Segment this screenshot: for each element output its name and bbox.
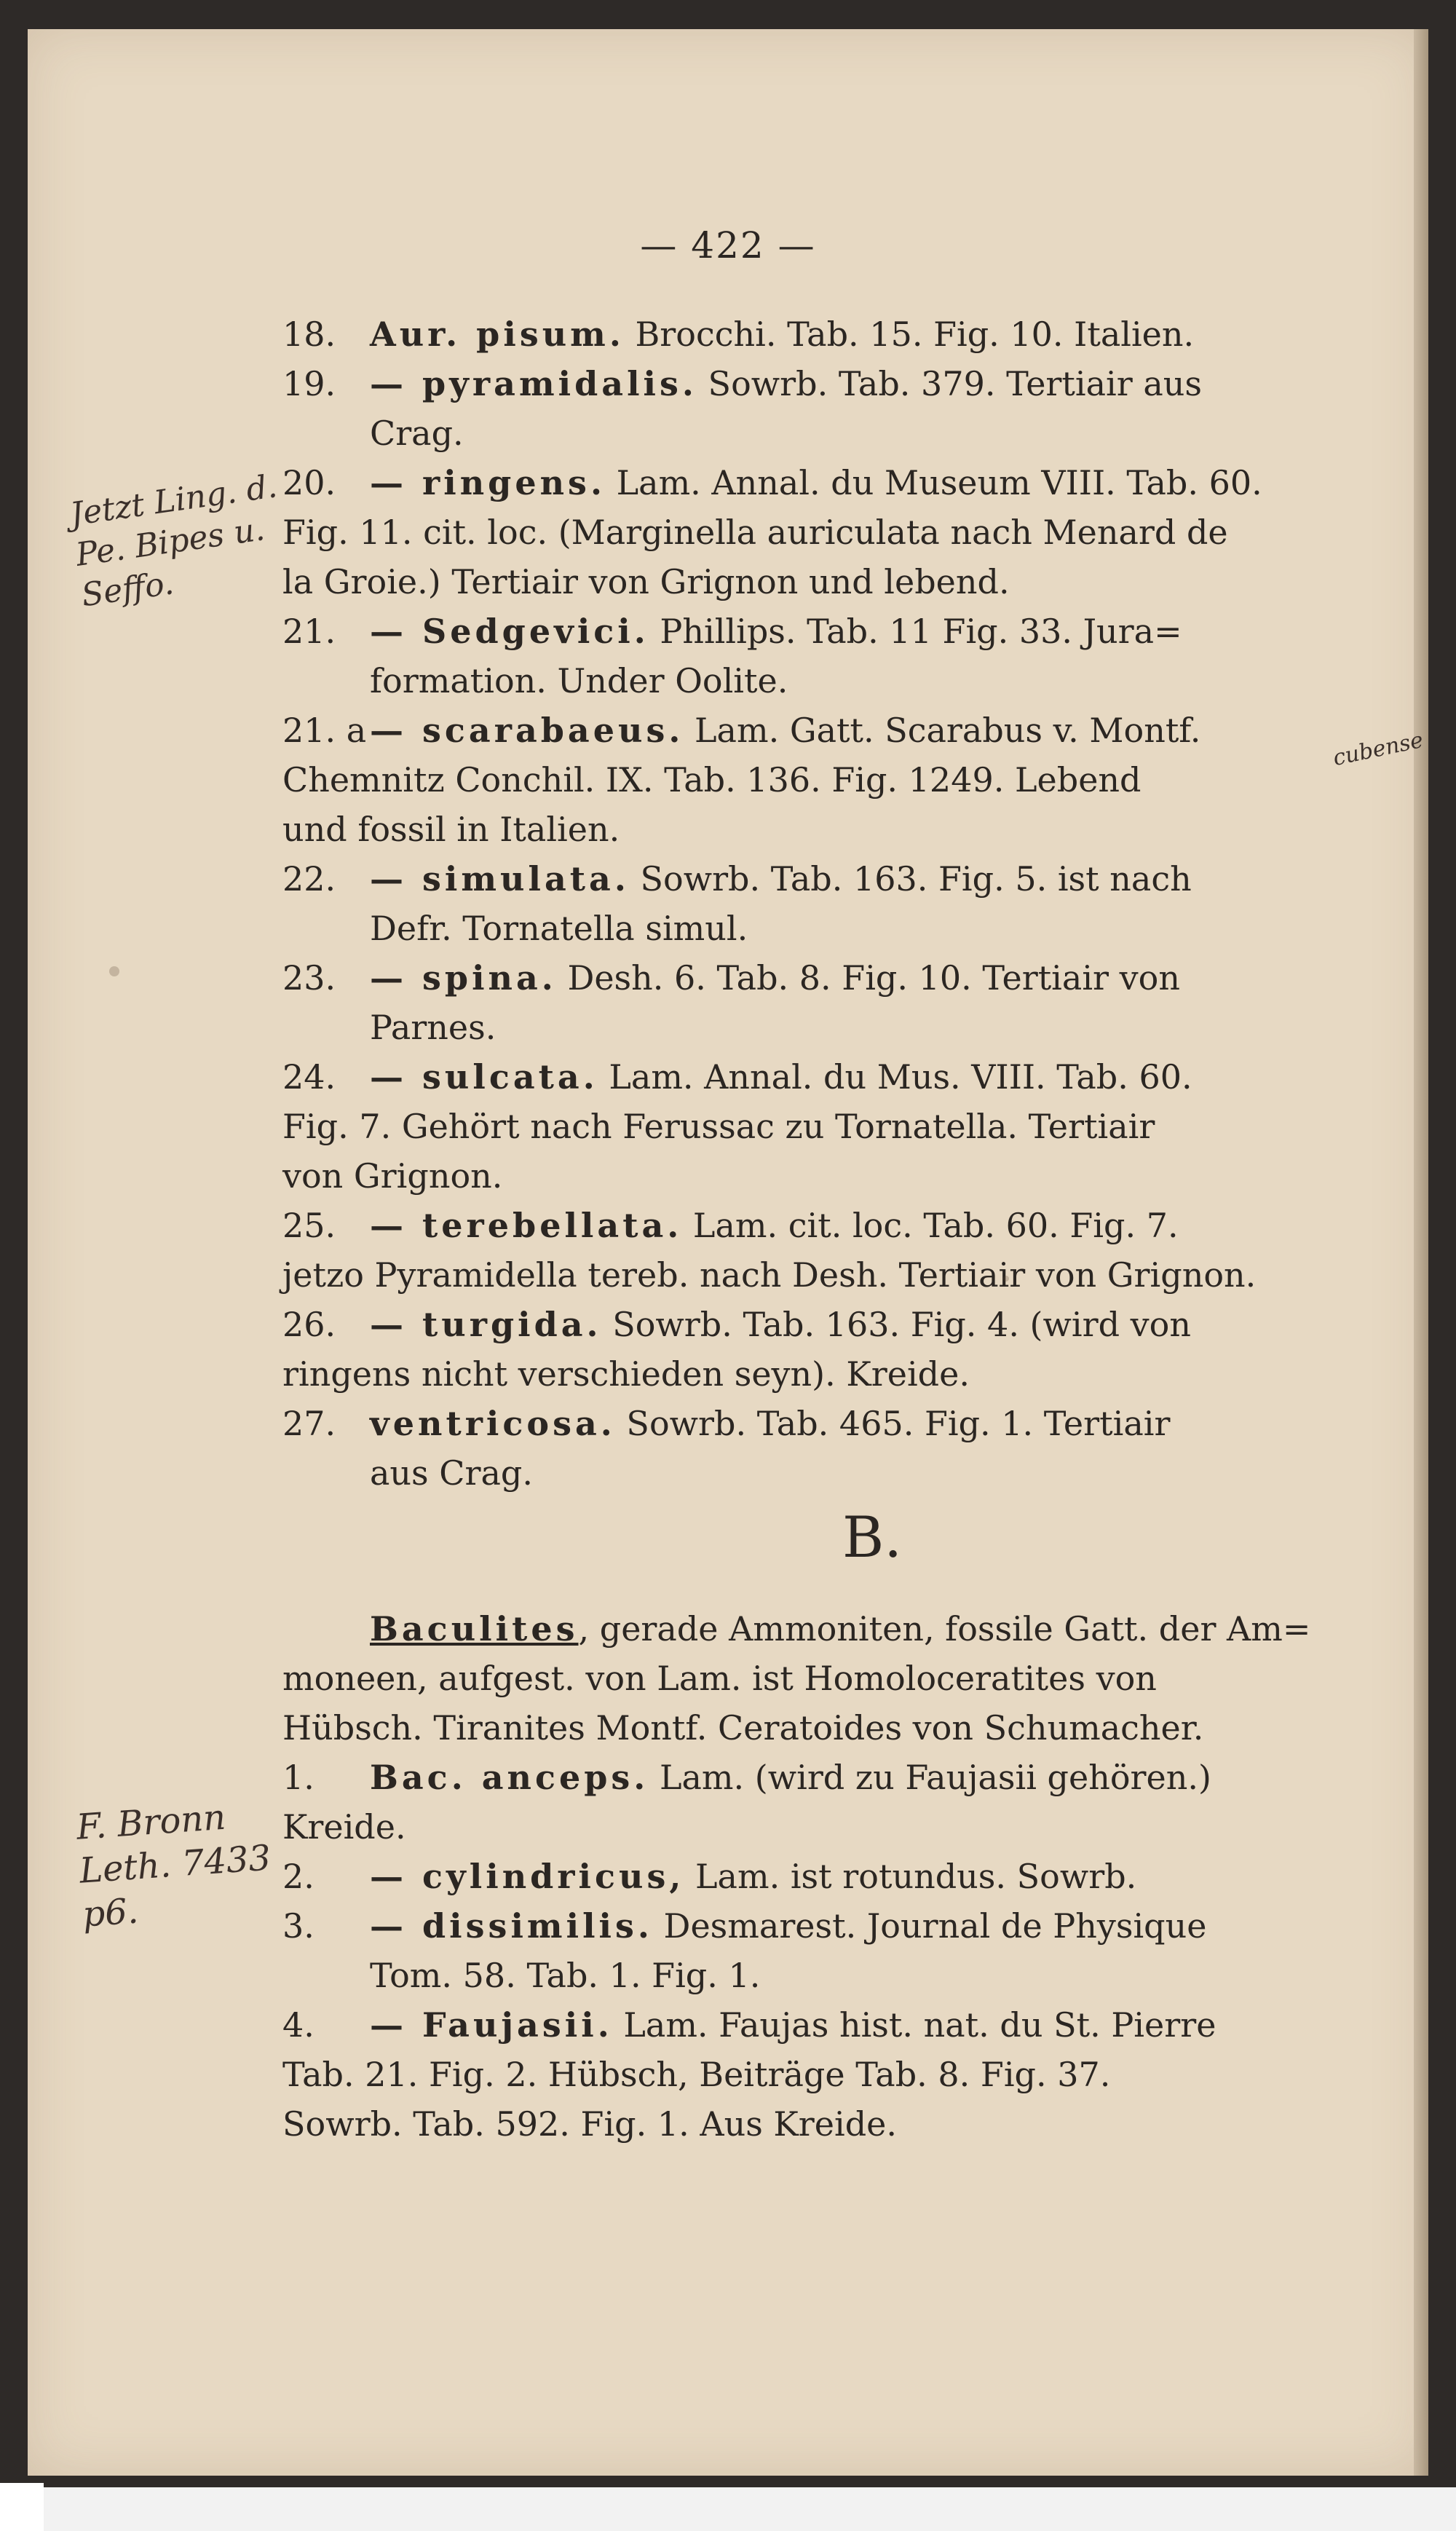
species-name: — spina. — [370, 958, 557, 998]
book-page — [28, 29, 1428, 2476]
species-name: Bac. anceps. — [370, 1758, 649, 1797]
entry-line — [282, 854, 1316, 904]
entry-line — [282, 458, 1316, 508]
ink-spot — [1003, 1276, 1009, 1282]
entry-number: 2. — [282, 1857, 314, 1896]
entry-text: Desh. 6. Tab. 8. Fig. 10. Tertiair von — [556, 958, 1180, 998]
margin-note-left-top: Jetzt Ling. d. Pe. Bipes u. Seffo. — [68, 467, 280, 615]
species-name: — dissimilis. — [370, 1906, 653, 1946]
species-name: — scarabaeus. — [370, 711, 684, 750]
entry-line — [282, 359, 1316, 408]
species-name: — pyramidalis. — [370, 364, 697, 403]
entry-text: Lam. Gatt. Scarabus v. Montf. — [684, 711, 1201, 750]
entry-number: 22. — [282, 859, 336, 899]
entry-text: Lam. Annal. du Museum VIII. Tab. 60. — [605, 463, 1262, 502]
entry-number: 23. — [282, 958, 336, 998]
entry-number: 4. — [282, 2005, 314, 2045]
entry-number: 19. — [282, 364, 336, 403]
species-name: — Faujasii. — [370, 2005, 613, 2045]
entry-line — [282, 2000, 1316, 2050]
entry-line — [282, 1399, 1316, 1448]
species-name: — cylindricus, — [370, 1857, 685, 1896]
entry-text: Lam. Annal. du Mus. VIII. Tab. 60. — [598, 1057, 1192, 1097]
intro-text-1: , gerade Ammoniten, fossile Gatt. der Am= — [578, 1609, 1311, 1648]
entry-number: 26. — [282, 1305, 336, 1344]
entry-text: Phillips. Tab. 11 Fig. 33. Jura= — [649, 612, 1182, 651]
entry-continuation: ringens nicht verschieden seyn). Kreide. — [282, 1354, 970, 1394]
page-edge — [1414, 29, 1428, 2476]
main-text — [282, 309, 1316, 2149]
genus-intro — [282, 1604, 1316, 1654]
entry-line — [282, 706, 1316, 755]
species-name: — simulata. — [370, 859, 630, 899]
color-chip — [0, 2483, 44, 2531]
entry-number: 24. — [282, 1057, 336, 1097]
section-heading: B. — [842, 1505, 903, 1571]
entry-text: Lam. cit. loc. Tab. 60. Fig. 7. — [682, 1206, 1179, 1245]
entry-continuation: Defr. Tornatella simul. — [370, 909, 748, 948]
entry-continuation: Fig. 7. Gehört nach Ferussac zu Tornatella. Tertiair — [282, 1107, 1155, 1146]
entry-line — [282, 309, 1316, 359]
entry-line — [282, 953, 1316, 1003]
entry-line — [282, 1201, 1316, 1250]
entry-continuation: von Grignon. — [282, 1156, 503, 1196]
entry-continuation: jetzo Pyramidella tereb. nach Desh. Tertiair von Grignon. — [282, 1255, 1257, 1295]
entry-line — [282, 1753, 1316, 1852]
entry-line — [282, 1852, 1316, 1901]
entry-text: Desmarest. Journal de Physique — [652, 1906, 1207, 1946]
entry-text: Sowrb. Tab. 163. Fig. 5. ist nach — [629, 859, 1192, 899]
entry-text: Brocchi. Tab. 15. Fig. 10. Italien. — [624, 315, 1195, 354]
entry-number: 3. — [282, 1906, 314, 1946]
page-number: — 422 — — [640, 224, 816, 266]
entry-line — [282, 1052, 1316, 1102]
entry-continuation: Tom. 58. Tab. 1. Fig. 1. — [370, 1956, 761, 1995]
entry-number: 21. — [282, 612, 336, 651]
entry-text: Sowrb. Tab. 163. Fig. 4. (wird von — [601, 1305, 1191, 1344]
intro-line-2: moneen, aufgest. von Lam. ist Homoloceratites von — [282, 1659, 1157, 1698]
scan-strip — [0, 2487, 1456, 2531]
entry-continuation: Sowrb. Tab. 592. Fig. 1. Aus Kreide. — [282, 2104, 898, 2144]
margin-note-left-bottom: F. Bronn Leth. 7433 p6. — [75, 1796, 272, 1935]
entries-list-bottom — [282, 1753, 1316, 2149]
entry-number: 1. — [282, 1758, 314, 1797]
margin-note-right: cubense — [1331, 727, 1426, 772]
entry-text: Sowrb. Tab. 465. Fig. 1. Tertiair — [615, 1404, 1171, 1443]
species-name: — terebellata. — [370, 1206, 683, 1245]
species-name: — ringens. — [370, 463, 606, 502]
entry-line — [282, 1300, 1316, 1349]
entry-number: 27. — [282, 1404, 336, 1443]
entry-line — [282, 607, 1316, 656]
entry-number: 25. — [282, 1206, 336, 1245]
entry-number: 20. — [282, 463, 336, 502]
entry-continuation: Fig. 11. cit. loc. (Marginella auriculata nach Menard de — [282, 513, 1228, 552]
entry-text: Sowrb. Tab. 379. Tertiair aus — [697, 364, 1203, 403]
entry-continuation: aus Crag. — [370, 1453, 533, 1493]
genus-name: Baculites — [370, 1609, 579, 1648]
entry-continuation: la Groie.) Tertiair von Grignon und lebend. — [282, 562, 1010, 601]
species-name: — turgida. — [370, 1305, 602, 1344]
intro-line-3: Hübsch. Tiranites Montf. Ceratoides von Schumacher. — [282, 1708, 1204, 1748]
entry-continuation: Parnes. — [370, 1008, 496, 1047]
entry-number: 21. a — [282, 711, 367, 750]
entry-line — [282, 1901, 1316, 1951]
entry-continuation: Tab. 21. Fig. 2. Hübsch, Beiträge Tab. 8. Fig. 37. — [282, 2055, 1111, 2094]
entry-continuation: Crag. — [370, 414, 464, 453]
entry-text: Lam. (wird zu Faujasii gehören.) Kreide. — [282, 1758, 1211, 1847]
species-name: — sulcata. — [370, 1057, 598, 1097]
species-name: — Sedgevici. — [370, 612, 649, 651]
entry-text: Lam. Faujas hist. nat. du St. Pierre — [612, 2005, 1216, 2045]
entry-number: 18. — [282, 315, 336, 354]
entry-continuation: formation. Under Oolite. — [370, 661, 788, 700]
entry-continuation: und fossil in Italien. — [282, 810, 620, 849]
ink-spot — [109, 966, 119, 976]
species-name: Aur. pisum. — [370, 315, 625, 354]
species-name: ventricosa. — [370, 1404, 616, 1443]
entries-list-top — [282, 309, 1316, 1498]
entry-text: Lam. ist rotundus. Sowrb. — [684, 1857, 1137, 1896]
entry-continuation: Chemnitz Conchil. IX. Tab. 136. Fig. 1249. Lebend — [282, 760, 1142, 799]
